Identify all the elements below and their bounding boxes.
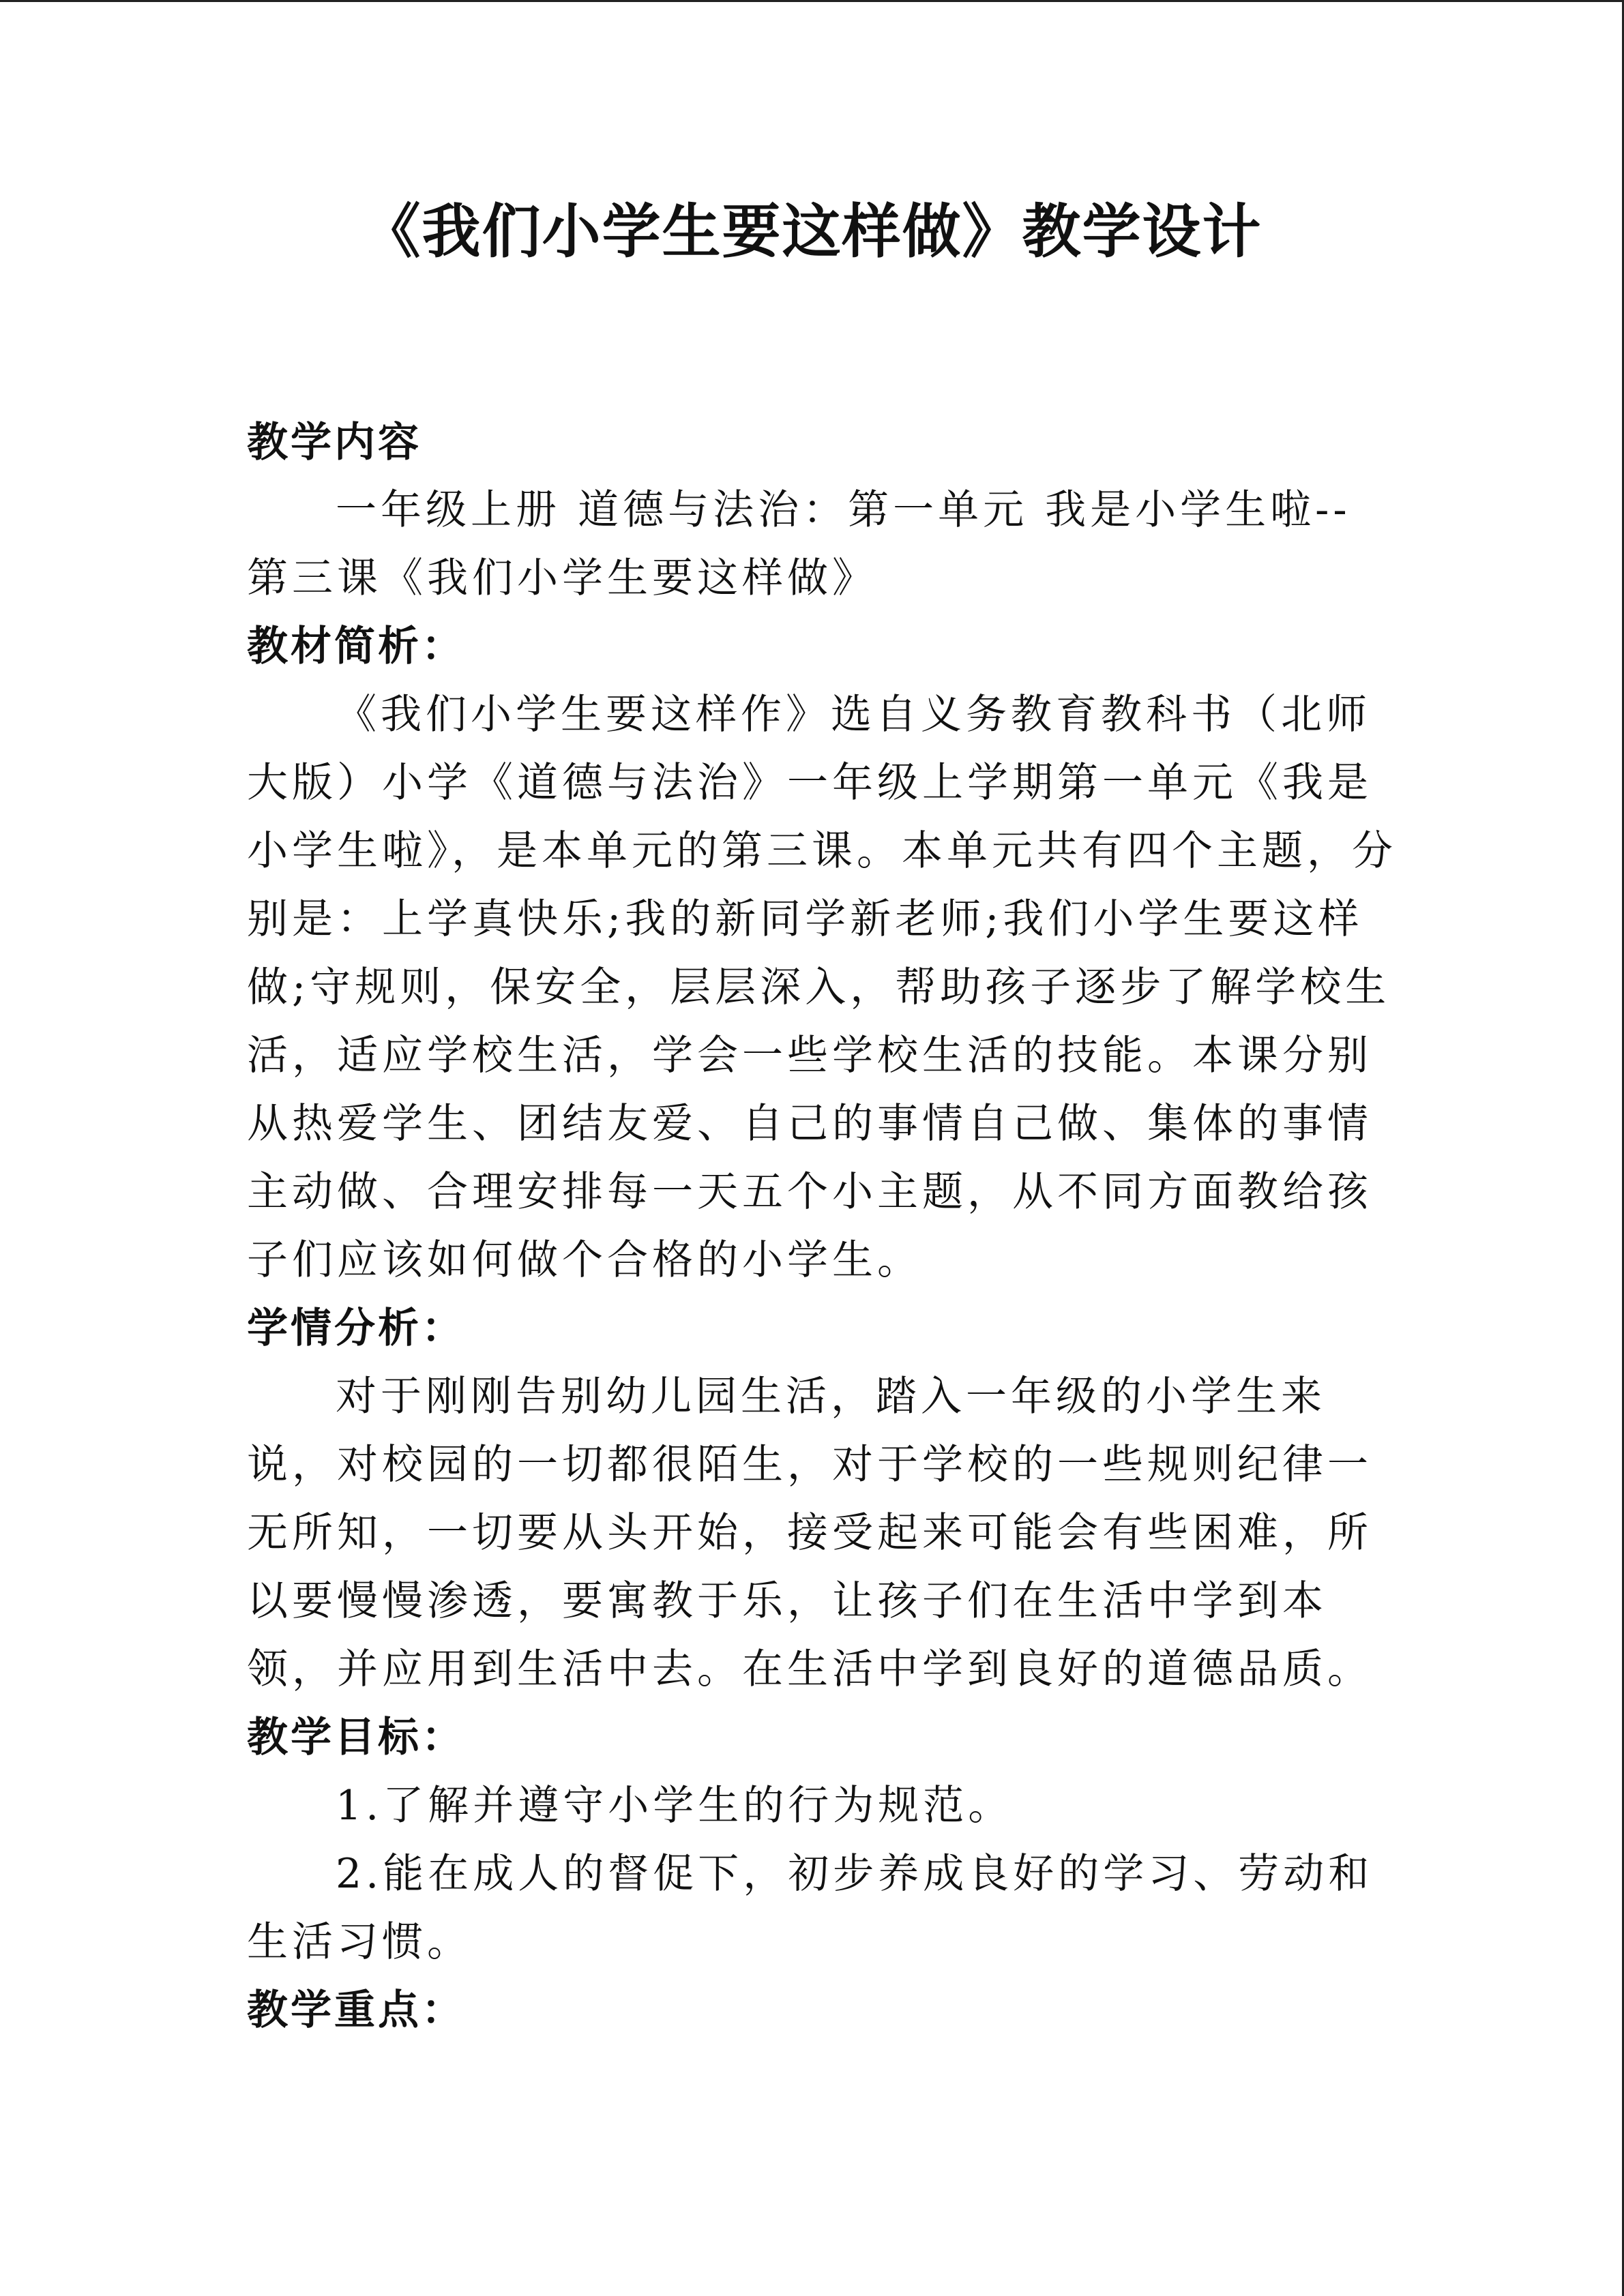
content-line-2: 第三课《我们小学生要这样做》 — [247, 554, 877, 602]
students-line-3: 无所知，一切要从头开始，接受起来可能会有些困难，所 — [247, 1509, 1372, 1557]
material-line-4: 别是：上学真快乐;我的新同学新老师;我们小学生要这样 — [247, 895, 1363, 943]
material-line-9: 子们应该如何做个合格的小学生。 — [247, 1236, 922, 1284]
content-line-1: 一年级上册 道德与法治：第一单元 我是小学生啦-- — [336, 486, 1351, 534]
goals-line-2: 2.能在成人的督促下，初步养成良好的学习、劳动和 — [336, 1850, 1374, 1898]
section-heading-content: 教学内容 — [247, 419, 422, 466]
material-line-2: 大版）小学《道德与法治》一年级上学期第一单元《我是 — [247, 759, 1372, 807]
material-line-8: 主动做、合理安排每一天五个小主题，从不同方面教给孩 — [247, 1168, 1372, 1216]
section-heading-students: 学情分析： — [247, 1304, 465, 1352]
students-line-4: 以要慢慢渗透，要寓教于乐，让孩子们在生活中学到本 — [247, 1577, 1327, 1625]
students-line-2: 说，对校园的一切都很陌生，对于学校的一些规则纪律一 — [247, 1441, 1372, 1489]
material-line-6: 活，适应学校生活，学会一些学校生活的技能。本课分别 — [247, 1032, 1372, 1079]
section-heading-key-points: 教学重点： — [247, 1986, 465, 2034]
section-heading-goals: 教学目标： — [247, 1714, 465, 1761]
goals-line-3: 生活习惯。 — [247, 1918, 472, 1966]
section-heading-material: 教材简析： — [247, 623, 465, 670]
material-line-1: 《我们小学生要这样作》选自义务教育教科书（北师 — [336, 691, 1371, 739]
material-line-3: 小学生啦》，是本单元的第三课。本单元共有四个主题，分 — [247, 827, 1397, 875]
material-line-5: 做;守规则，保安全，层层深入，帮助孩子逐步了解学校生 — [247, 964, 1391, 1011]
students-line-5: 领，并应用到生活中去。在生活中学到良好的道德品质。 — [247, 1645, 1372, 1693]
material-line-7: 从热爱学生、团结友爱、自己的事情自己做、集体的事情 — [247, 1100, 1372, 1148]
goals-line-1: 1.了解并遵守小学生的行为规范。 — [336, 1782, 1014, 1830]
document-title: 《我们小学生要这样做》教学设计 — [361, 197, 1263, 266]
students-line-1: 对于刚刚告别幼儿园生活，踏入一年级的小学生来 — [336, 1373, 1326, 1420]
